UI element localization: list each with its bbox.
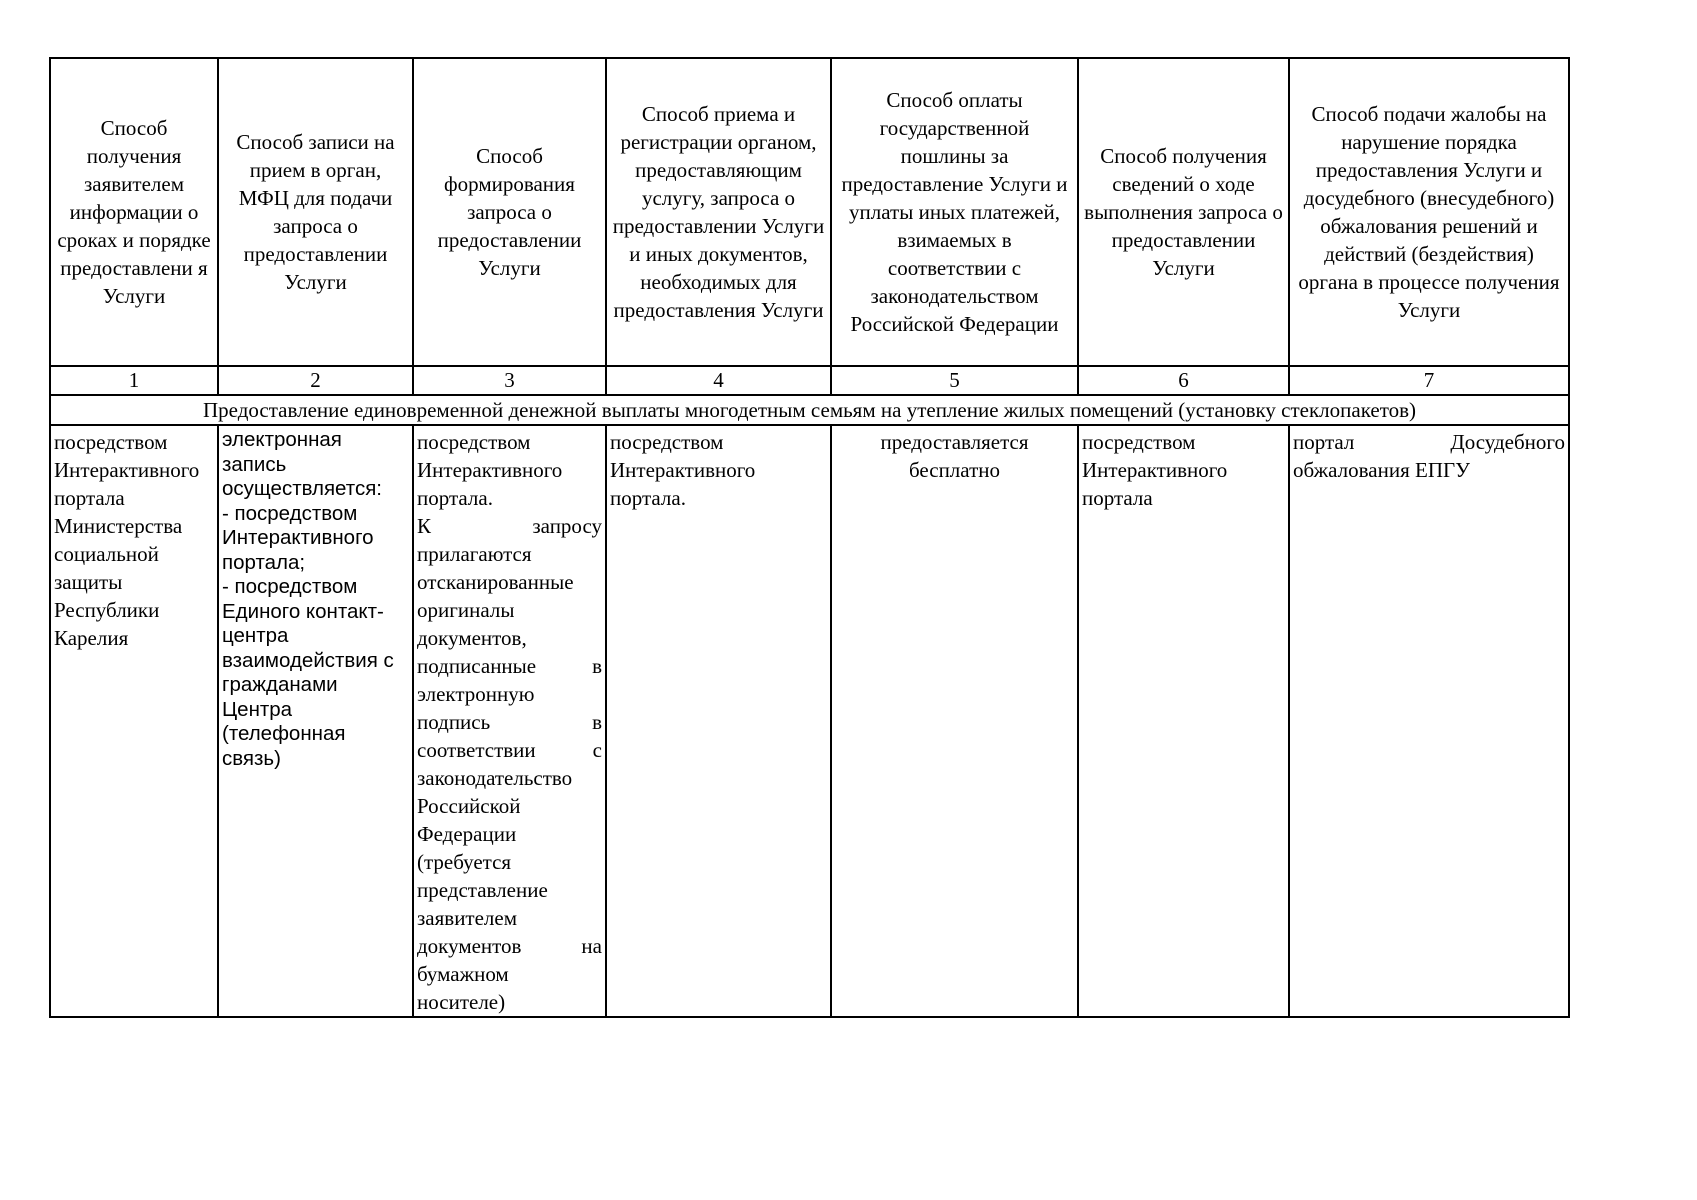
- header-col-5: Способ оплаты государственной пошлины за предоставление Услуги и уплаты иных платежей, взимаемых в соответствии с законодательством Российской Федерации: [831, 58, 1078, 366]
- cell-info-method-text: посредством Интерактивного портала Министерства социальной защиты Республики Карелия: [54, 430, 200, 650]
- section-title: Предоставление единовременной денежной выплаты многодетным семьям на утепление жилых помещений (установку стеклопакетов): [50, 395, 1569, 425]
- column-number: 6: [1078, 366, 1289, 395]
- header-row: [50, 58, 1569, 366]
- cell-status-method-text: посредством Интерактивного портала: [1082, 430, 1228, 510]
- cell-registration-method: [606, 425, 831, 1017]
- cell-payment-method: [831, 425, 1078, 1017]
- header-col-1: Способ получения заявителем информации о сроках и порядке предоставлени я Услуги: [50, 58, 218, 366]
- cell-appointment-method-text: электронная запись осуществляется: - посредством Интерактивного портала; - посредством Единого контакт-центра взаимодействия с гражданами Центра (телефонная связь): [222, 428, 394, 770]
- column-number: 5: [831, 366, 1078, 395]
- cell-request-method-text: К запросу прилагаются отсканированные оригиналы документов, подписанные в электронную подпись в соответствии с законодательство Российской Федерации (требуется представление заявителем документов на бумажном носителе): [417, 514, 602, 1014]
- column-number: 7: [1289, 366, 1569, 395]
- header-col-2: Способ записи на прием в орган, МФЦ для подачи запроса о предоставлении Услуги: [218, 58, 413, 366]
- cell-complaint-word-pretrial: Досудебного: [1450, 430, 1565, 454]
- cell-complaint-first-line: [1293, 428, 1565, 456]
- section-row: [50, 395, 1569, 425]
- header-col-3: Способ формирования запроса о предоставлении Услуги: [413, 58, 606, 366]
- header-col-6: Способ получения сведений о ходе выполнения запроса о предоставлении Услуги: [1078, 58, 1289, 366]
- cell-appointment-method: [218, 425, 413, 1017]
- cell-complaint-word-portal: портал: [1293, 430, 1355, 454]
- column-number: 4: [606, 366, 831, 395]
- services-table: [49, 57, 1570, 1018]
- column-number: 3: [413, 366, 606, 395]
- cell-info-method: [50, 425, 218, 1017]
- data-row: [50, 425, 1569, 1017]
- header-col-7: Способ подачи жалобы на нарушение порядка предоставления Услуги и досудебного (внесудебного) обжалования решений и действий (бездействия) органа в процессе получения Услуги: [1289, 58, 1569, 366]
- cell-request-method-intro: посредством Интерактивного портала.: [417, 430, 563, 510]
- cell-payment-method-text: предоставляется бесплатно: [880, 430, 1029, 482]
- header-col-4: Способ приема и регистрации органом, предоставляющим услугу, запроса о предоставлении Услуги и иных документов, необходимых для предоставления Услуги: [606, 58, 831, 366]
- cell-complaint-method: [1289, 425, 1569, 1017]
- cell-request-method: [413, 425, 606, 1017]
- cell-status-method: [1078, 425, 1289, 1017]
- cell-registration-method-text: посредством Интерактивного портала.: [610, 430, 756, 510]
- cell-complaint-rest: обжалования ЕПГУ: [1293, 458, 1471, 482]
- column-number: 2: [218, 366, 413, 395]
- column-number: 1: [50, 366, 218, 395]
- column-number-row: [50, 366, 1569, 395]
